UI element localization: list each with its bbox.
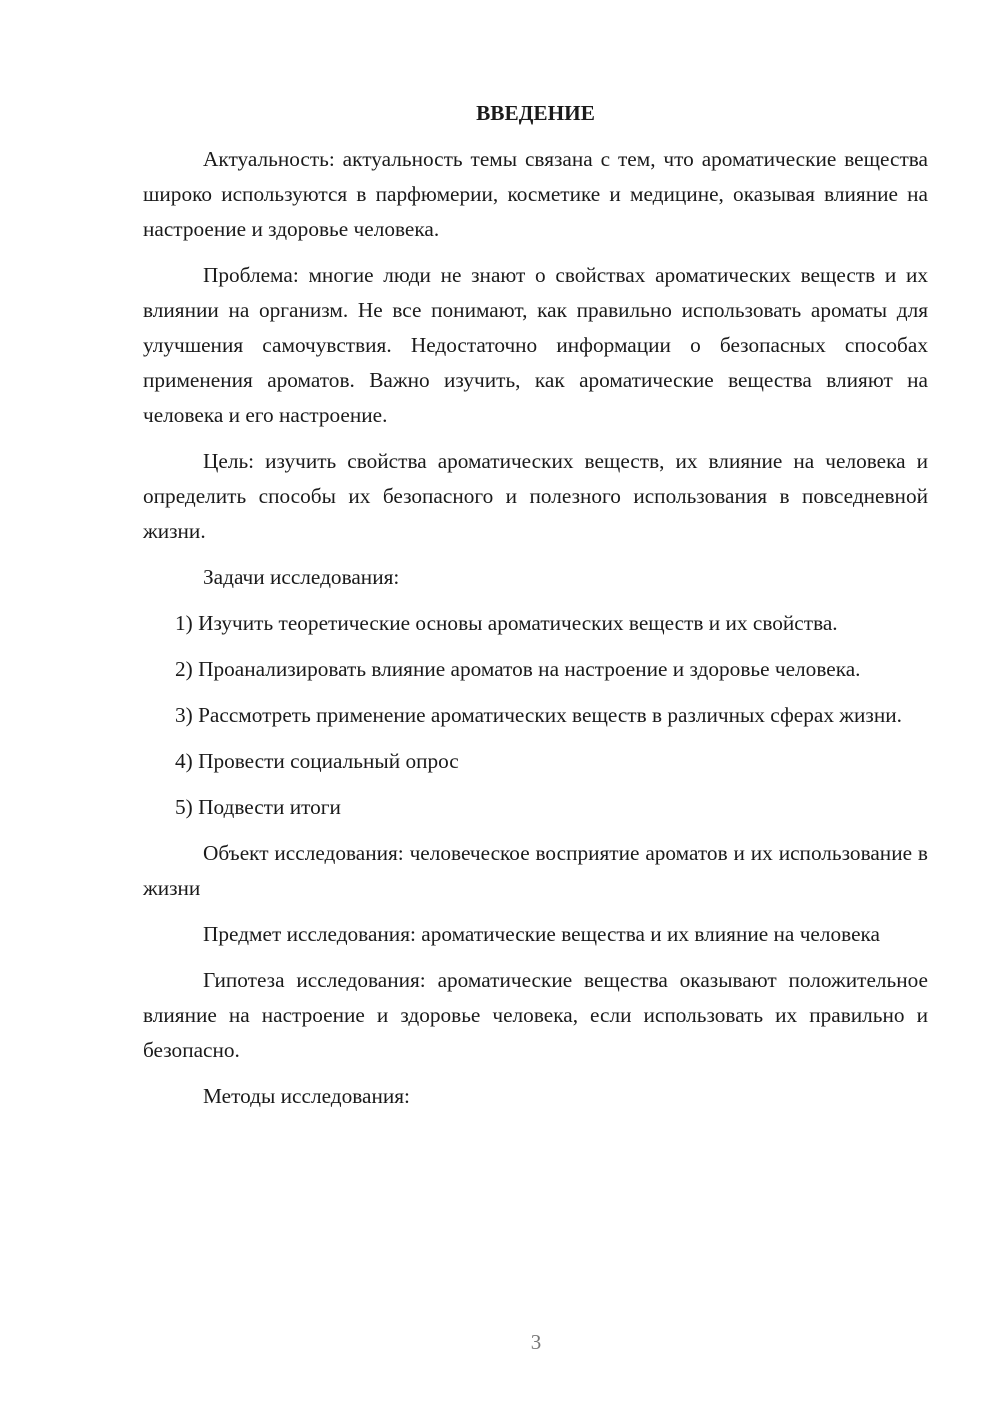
task-item-1: 1) Изучить теоретические основы ароматических веществ и их свойства. (175, 611, 838, 635)
subject-paragraph: Предмет исследования: ароматические вещества и их влияние на человека (203, 922, 880, 946)
object-paragraph: Объект исследования: человеческое восприятие ароматов и их использование в жизни (143, 841, 928, 900)
tasks-heading: Задачи исследования: (203, 565, 400, 589)
task-item-2: 2) Проанализировать влияние ароматов на настроение и здоровье человека. (175, 657, 861, 681)
document-title: ВВЕДЕНИЕ (476, 101, 595, 125)
document-page (143, 96, 928, 1125)
goal-paragraph: Цель: изучить свойства ароматических веществ, их влияние на человека и определить способы их безопасного и полезного использования в повседневной жизни. (143, 449, 928, 543)
task-item-5: 5) Подвести итоги (175, 795, 341, 819)
hypothesis-paragraph: Гипотеза исследования: ароматические вещества оказывают положительное влияние на настроение и здоровье человека, если использовать их правильно и безопасно. (143, 968, 928, 1062)
page-number: 3 (530, 1330, 542, 1354)
task-item-3: 3) Рассмотреть применение ароматических веществ в различных сферах жизни. (175, 703, 902, 727)
methods-heading: Методы исследования: (203, 1084, 410, 1108)
task-item-4: 4) Провести социальный опрос (175, 749, 459, 773)
relevance-paragraph: Актуальность: актуальность темы связана с тем, что ароматические вещества широко используются в парфюмерии, косметике и медицине, оказывая влияние на настроение и здоровье человека. (143, 147, 928, 241)
problem-paragraph: Проблема: многие люди не знают о свойствах ароматических веществ и их влиянии на организм. Не все понимают, как правильно использовать ароматы для улучшения самочувствия. Недостаточно информации о безопасных способах применения ароматов. Важно изучить, как ароматические вещества влияют на человека и его настроение. (143, 263, 928, 427)
